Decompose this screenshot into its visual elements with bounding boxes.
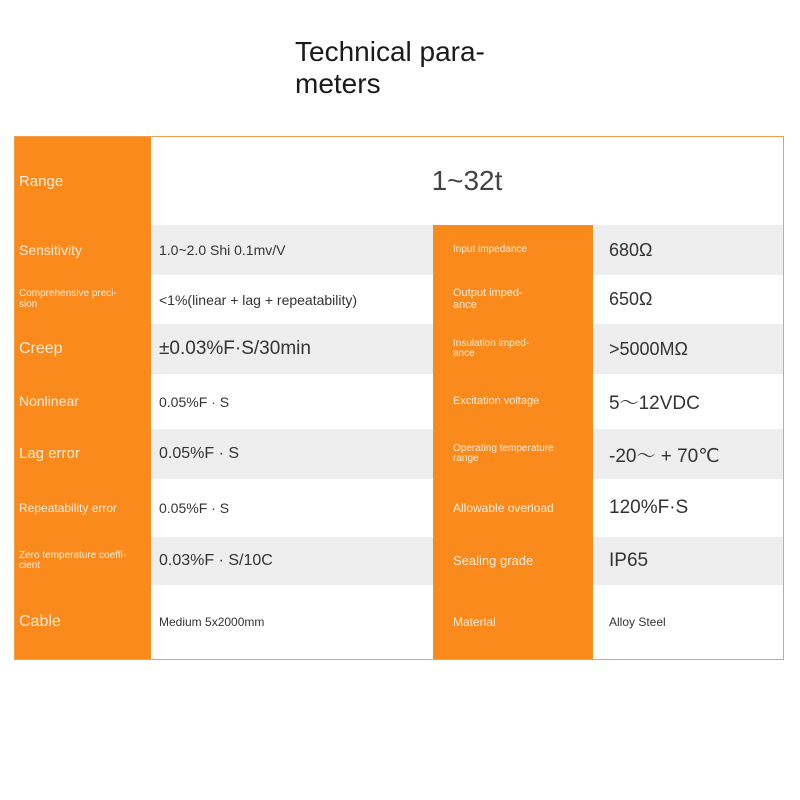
spec-table (14, 136, 784, 660)
right-param-value: 650Ω (593, 275, 783, 324)
left-param-label: Cable (15, 585, 151, 659)
left-param-label: Zero temperature coeffi- cient (15, 537, 151, 585)
left-param-label: Creep (15, 324, 151, 374)
left-param-value: 0.03%F · S/10C (151, 537, 433, 585)
right-param-value: 120%F·S (593, 479, 783, 537)
right-param-value: Alloy Steel (593, 585, 783, 659)
right-param-value: 680Ω (593, 225, 783, 275)
right-param-label: Operating temperature range (433, 429, 593, 479)
range-value: 1~32t (151, 137, 783, 225)
right-param-label: Insulation imped- ance (433, 324, 593, 374)
title-line-2: meters (295, 68, 381, 99)
left-param-label: Comprehensive preci- sion (15, 275, 151, 324)
right-param-value: 5～12VDC (593, 374, 783, 429)
right-param-label: Excitation voltage (433, 374, 593, 429)
left-param-value: 0.05%F · S (151, 374, 433, 429)
left-param-value: ±0.03%F·S/30min (151, 324, 433, 374)
page-title (295, 36, 525, 100)
right-param-label: Allowable overload (433, 479, 593, 537)
right-param-label: Sealing grade (433, 537, 593, 585)
right-param-value: IP65 (593, 537, 783, 585)
title-line-1: Technical para- (295, 36, 485, 67)
left-param-value: 0.05%F · S (151, 429, 433, 479)
left-param-value: 0.05%F · S (151, 479, 433, 537)
right-param-label: Material (433, 585, 593, 659)
left-param-label: Sensitivity (15, 225, 151, 275)
right-param-label: Output imped- ance (433, 275, 593, 324)
left-param-value: <1%(linear + lag + repeatability) (151, 275, 433, 324)
right-param-label: Input impedance (433, 225, 593, 275)
right-param-value: -20～ + 70℃ (593, 429, 783, 479)
left-param-label: Lag error (15, 429, 151, 479)
left-param-value: 1.0~2.0 Shi 0.1mv/V (151, 225, 433, 275)
range-label: Range (15, 137, 151, 225)
right-param-value: >5000MΩ (593, 324, 783, 374)
left-param-value: Medium 5x2000mm (151, 585, 433, 659)
left-param-label: Nonlinear (15, 374, 151, 429)
left-param-label: Repeatability error (15, 479, 151, 537)
